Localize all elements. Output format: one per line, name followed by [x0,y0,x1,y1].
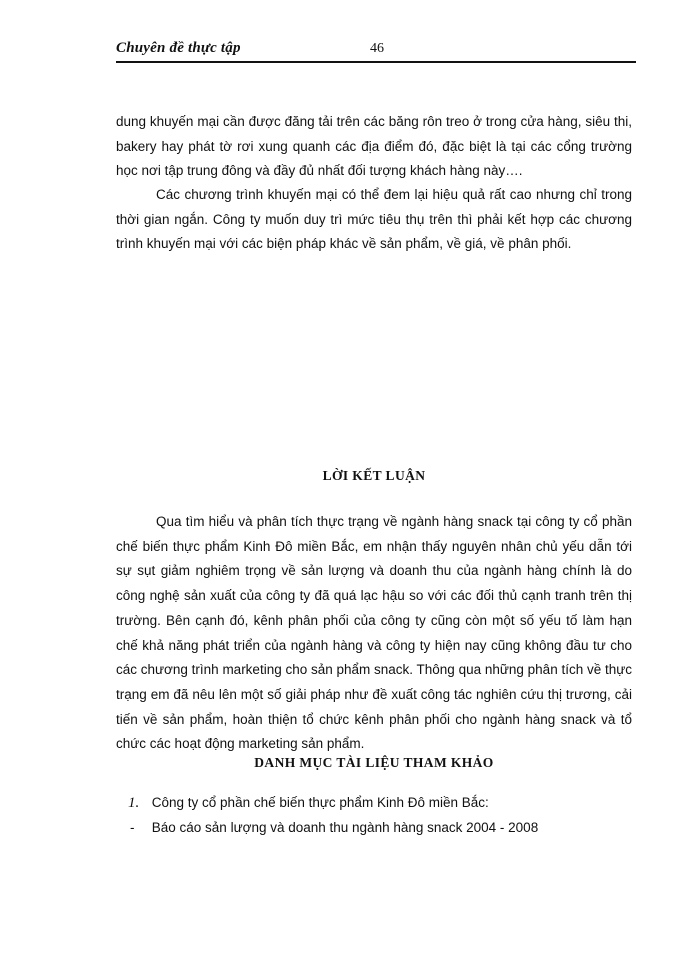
conclusion-heading: LỜI KẾT LUẬN [322,468,426,483]
reference-sub-text: Báo cáo sản lượng và doanh thu ngành hàng snack 2004 - 2008 [151,820,539,835]
reference-number: 1. [128,795,140,811]
conclusion-paragraph: Qua tìm hiểu và phân tích thực trạng về ngành hàng snack tại công ty cổ phần chế biến thực phẩm Kinh Đô miền Bắc, em nhận thấy nguyên nhân chủ yếu dẫn tới sự sụt giảm nghiêm trọng về sản lượng và doanh thu của ngành hàng chính là do công nghệ sản xuất của công ty đã quá lạc hậu so với các đối thủ cạnh tranh trên thị trường. Bên cạnh đó, kênh phân phối của công ty cũng còn một số yếu tố làm hạn chế khả năng phát triển của ngành hàng và công ty hiện nay cũng không đầu tư cho các chương trình marketing cho sản phẩm snack. Thông qua những phân tích về thực trạng em đã nêu lên một số giải pháp như đề xuất công tác nghiên cứu thị trương, cải tiến về sản phẩm, hoàn thiện tổ chức kênh phân phối cho ngành hàng snack và tổ chức các hoạt động marketing sản phẩm. [116,514,633,752]
reference-text: Công ty cổ phần chế biến thực phẩm Kinh Đô miền Bắc: [151,795,489,810]
page-header [116,38,636,60]
reference-sub-item [130,820,538,835]
body-paragraph-2: Các chương trình khuyến mại có thể đem lại hiệu quả rất cao nhưng chỉ trong thời gian ngắn. Công ty muốn duy trì mức tiêu thụ trên thì phải kết hợp các chương trình khuyến mại với các biện pháp khác về sản phẩm, về giá, về phân phối. [116,187,632,252]
reference-item [128,795,489,812]
header-title: Chuyên đề thực tập [116,40,241,56]
header-divider [116,61,636,63]
reference-sub-bullet: - [130,820,135,835]
page-number: 46 [370,41,384,56]
body-paragraph-1: dung khuyến mại cần được đăng tải trên các băng rôn treo ở trong cửa hàng, siêu thi, bakery hay phát tờ rơi xung quanh các địa điểm đó, đặc biệt là tại các cổng trường học nơi tập trung đông và đầy đủ nhất đối tượng khách hàng này…. [116,114,632,179]
references-heading: DANH MỤC TÀI LIỆU THAM KHẢO [254,755,494,770]
